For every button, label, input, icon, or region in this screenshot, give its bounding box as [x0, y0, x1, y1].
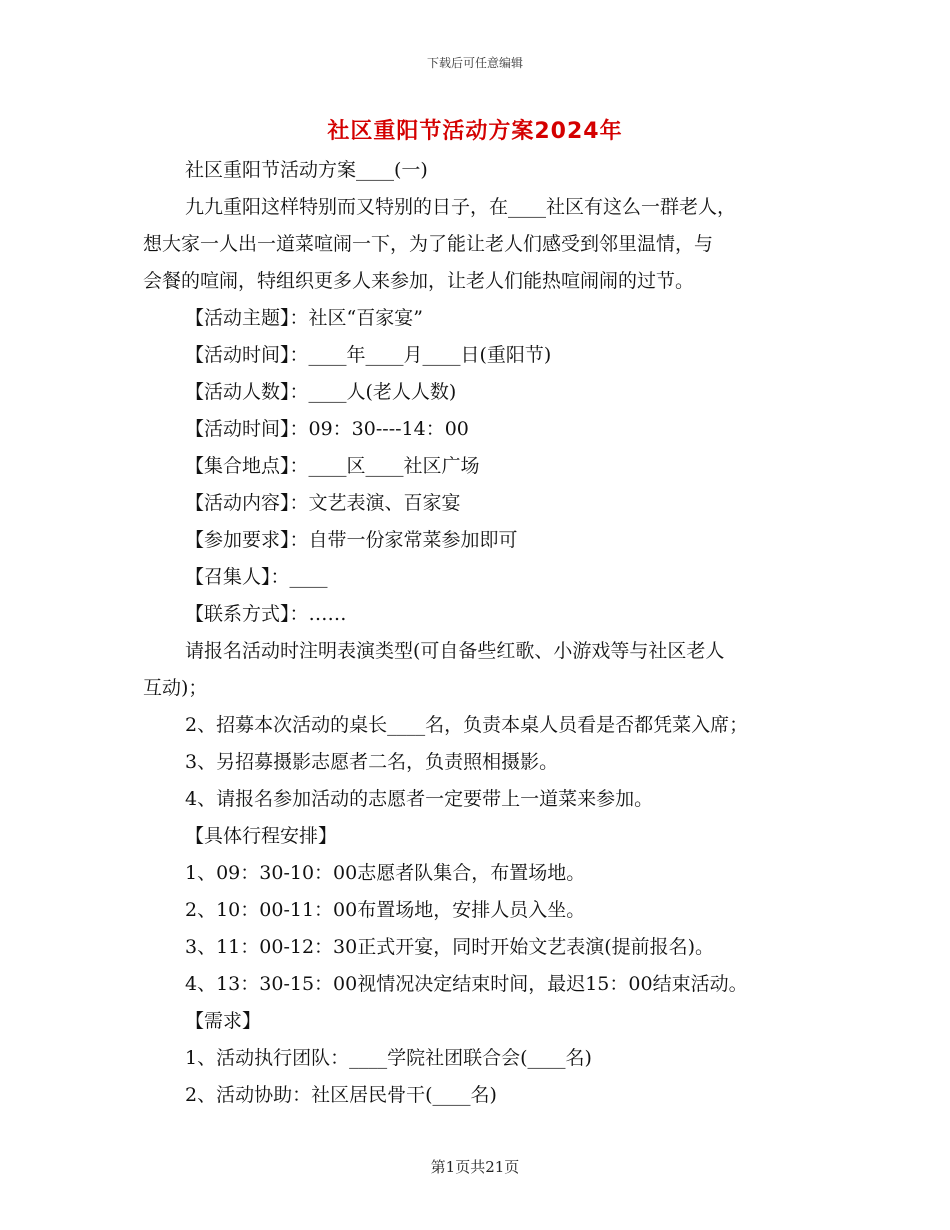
paragraph-subtitle: 社区重阳节活动方案____(一)	[185, 159, 428, 181]
document-title: 社区重阳节活动方案2024年	[327, 119, 623, 144]
paragraph-intro-3: 会餐的喧闹，特组织更多人来参加，让老人们能热喧闹闹的过节。	[143, 270, 695, 292]
list-item: 3、11：00-12：30正式开宴，同时开始文艺表演(提前报名)。	[185, 936, 715, 958]
item-contact: 【联系方式】：……	[185, 603, 347, 625]
item-theme: 【活动主题】：社区“百家宴”	[185, 307, 423, 329]
section-heading-schedule: 【具体行程安排】	[185, 825, 338, 847]
item-date: 【活动时间】：____年____月____日(重阳节)	[185, 344, 552, 366]
header-note: 下载后可任意编辑	[426, 56, 523, 70]
section-heading-needs: 【需求】	[185, 1010, 262, 1032]
list-item: 2、10：00-11：00布置场地，安排人员入坐。	[185, 899, 586, 921]
page-footer: 第1页共21页	[430, 1158, 520, 1176]
list-item: 3、另招募摄影志愿者二名，负责照相摄影。	[185, 751, 559, 773]
paragraph-signup-2: 互动)；	[143, 677, 208, 699]
item-time: 【活动时间】：09：30----14：00	[185, 418, 469, 440]
list-item: 1、09：30-10：00志愿者队集合，布置场地。	[185, 862, 586, 884]
list-item: 4、请报名参加活动的志愿者一定要带上一道菜来参加。	[185, 788, 654, 810]
item-content: 【活动内容】：文艺表演、百家宴	[185, 492, 461, 514]
item-headcount: 【活动人数】：____人(老人人数)	[185, 381, 457, 403]
document-body	[143, 152, 823, 1114]
paragraph-signup-1: 请报名活动时注明表演类型(可自备些红歌、小游戏等与社区老人	[185, 640, 725, 662]
item-location: 【集合地点】：____区____社区广场	[185, 455, 480, 477]
list-item: 2、招募本次活动的桌长____名，负责本桌人员看是否都凭菜入席；	[185, 714, 749, 736]
list-item: 2、活动协助：社区居民骨干(____名)	[185, 1084, 497, 1106]
item-requirement: 【参加要求】：自带一份家常菜参加即可	[185, 529, 518, 551]
paragraph-intro-1: 九九重阳这样特别而又特别的日子，在____社区有这么一群老人，	[185, 196, 737, 218]
paragraph-intro-2: 想大家一人出一道菜喧闹一下，为了能让老人们感受到邻里温情，与	[143, 233, 714, 255]
item-convener: 【召集人】：____	[185, 566, 328, 588]
list-item: 4、13：30-15：00视情况决定结束时间，最迟15：00结束活动。	[185, 973, 748, 995]
list-item: 1、活动执行团队：____学院社团联合会(____名)	[185, 1047, 592, 1069]
